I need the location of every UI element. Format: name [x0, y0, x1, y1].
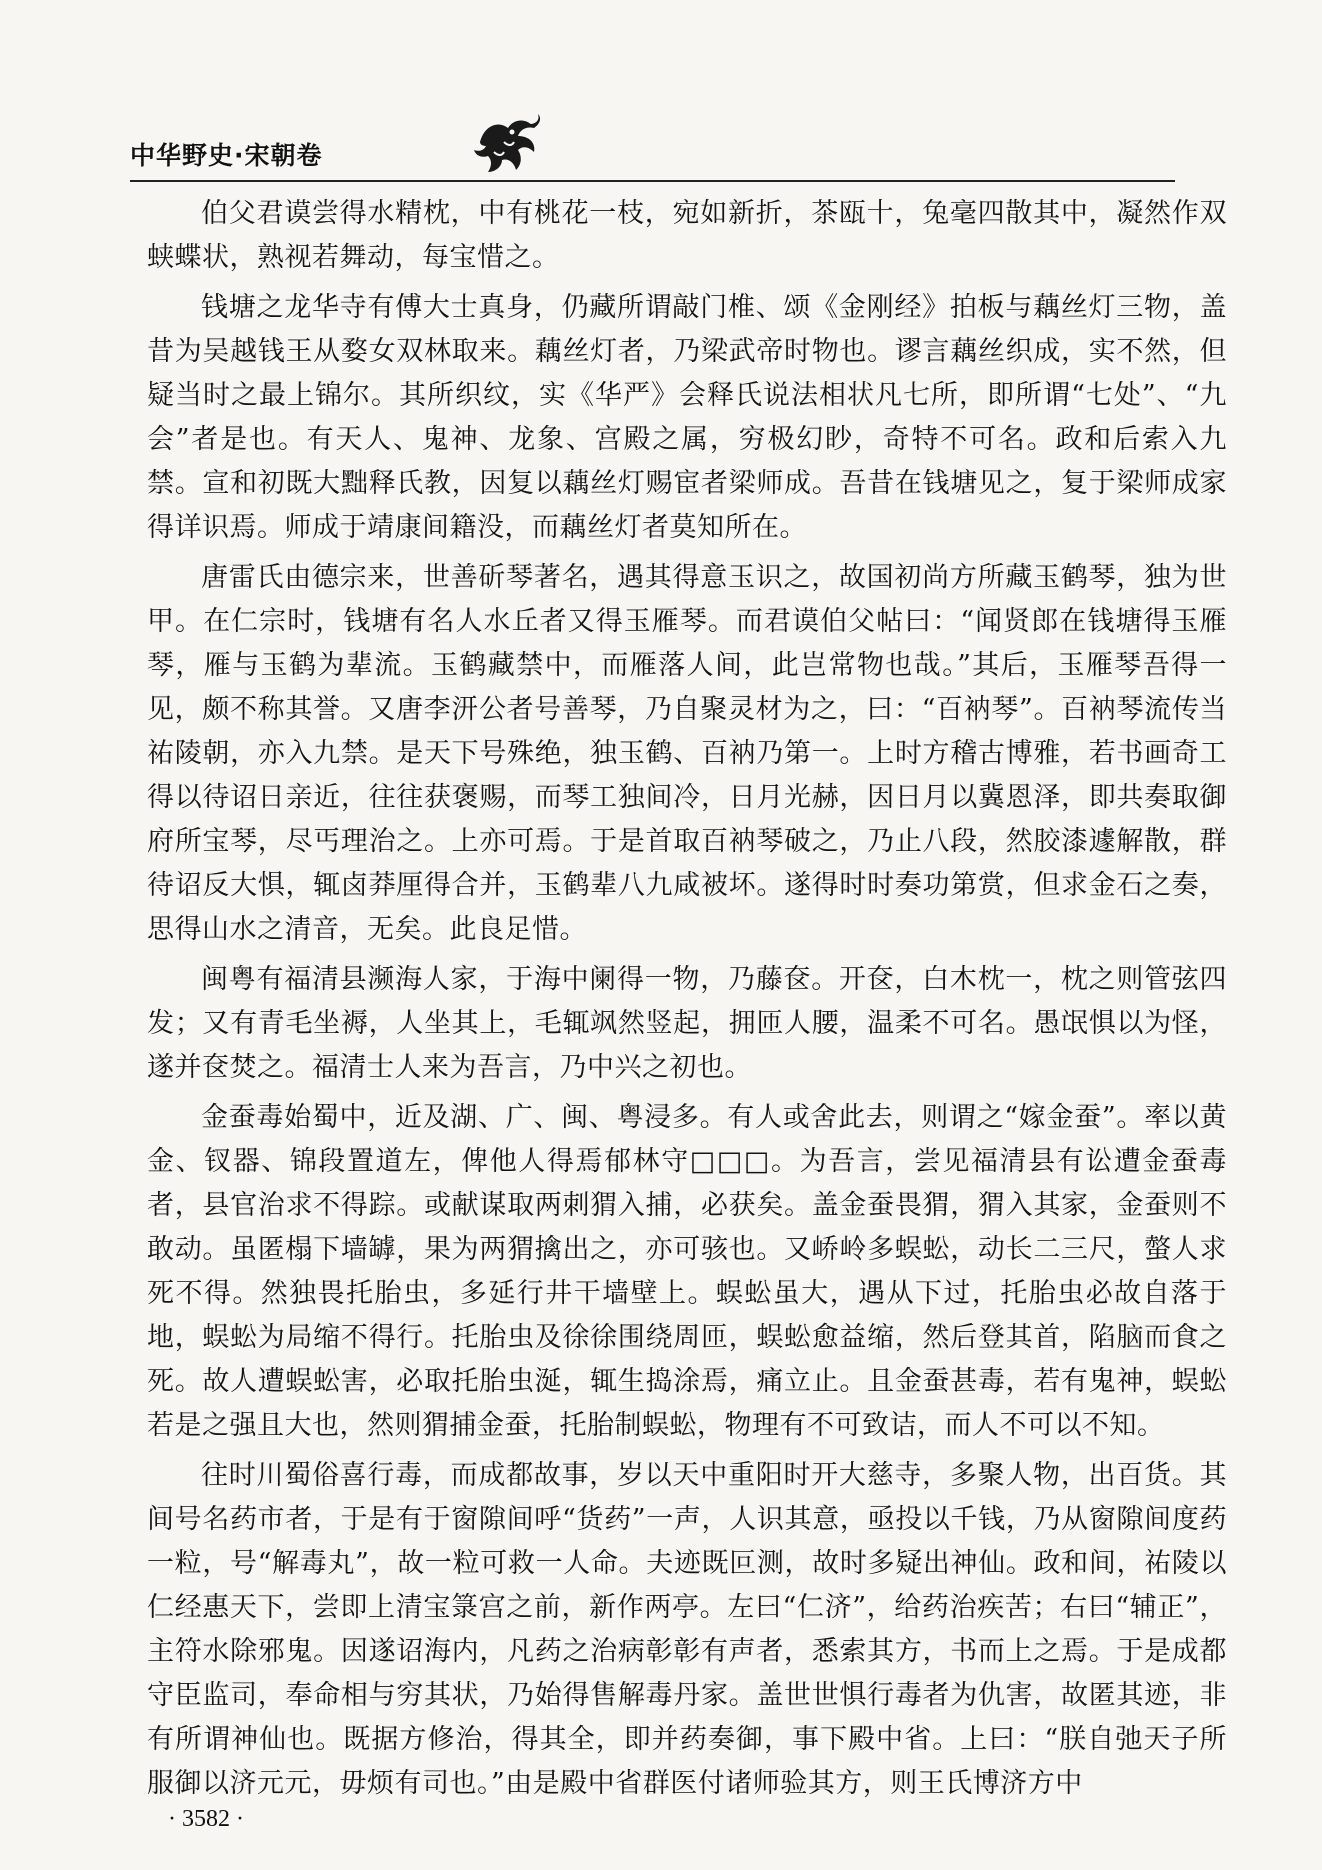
paragraph: 闽粤有福清县濒海人家，于海中阑得一物，乃藤奁。开奁，白木枕一，枕之则管弦四发；又有青毛坐褥，人坐其上，毛辄飒然竖起，拥匝人腰，温柔不可名。愚氓惧以为怪，遂并奁焚之。福清士人来为吾言，乃中兴之初也。	[147, 964, 1227, 1083]
paragraph: 唐雷氏由德宗来，世善斫琴著名，遇其得意玉识之，故国初尚方所藏玉鹤琴，独为世甲。在仁宗时，钱塘有名人水丘者又得玉雁琴。而君谟伯父帖曰：“闻贤郎在钱塘得玉雁琴，雁与玉鹤为辈流。玉鹤藏禁中，而雁落人间，此岂常物也哉。”其后，玉雁琴吾得一见，颇不称其誉。又唐李汧公者号善琴，乃自聚灵材为之，曰：“百衲琴”。百衲琴流传当祐陵朝，亦入九禁。是天下号殊绝，独玉鹤、百衲乃第一。上时方稽古博雅，若书画奇工得以待诏日亲近，往往获褒赐，而琴工独间冷，日月光赫，因日月以冀恩泽，即共奏取御府所宝琴，尽丐理治之。上亦可焉。于是首取百衲琴破之，乃止八段，然胶漆遽解散，群待诏反大惧，辄卤莽厘得合并，玉鹤辈八九咸被坏。遂得时时奏功第赏，但求金石之奏，思得山水之清音，无矣。此良足惜。	[147, 562, 1227, 945]
header-divider	[130, 180, 1175, 182]
article-body	[147, 192, 1227, 1806]
paragraph: 钱塘之龙华寺有傅大士真身，仍藏所谓敲门椎、颂《金刚经》拍板与藕丝灯三物，盖昔为吴越钱王从婺女双林取来。藕丝灯者，乃梁武帝时物也。谬言藕丝织成，实不然，但疑当时之最上锦尔。其所织纹，实《华严》会释氏说法相状凡七所，即所谓“七处”、“九会”者是也。有天人、鬼神、龙象、宫殿之属，穷极幻眇，奇特不可名。政和后索入九禁。宣和初既大黜释氏教，因复以藕丝灯赐宦者梁师成。吾昔在钱塘见之，复于梁师成家得详识焉。师成于靖康间籍没，而藕丝灯者莫知所在。	[147, 292, 1227, 543]
dragon-emblem-icon	[468, 112, 546, 178]
page-header	[130, 128, 1230, 178]
paragraph: 往时川蜀俗喜行毒，而成都故事，岁以天中重阳时开大慈寺，多聚人物，出百货。其间号名药市者，于是有于窗隙间呼“货药”一声，人识其意，亟投以千钱，乃从窗隙间度药一粒，号“解毒丸”，故一粒可救一人命。夫迹既叵测，故时多疑出神仙。政和间，祐陵以仁经惠天下，尝即上清宝箓宫之前，新作两亭。左曰“仁济”，给药治疾苦；右曰“辅正”，主符水除邪鬼。因遂诏海内，凡药之治病彰彰有声者，悉索其方，书而上之焉。于是成都守臣监司，奉命相与穷其状，乃始得售解毒丹家。盖世世惧行毒者为仇害，故匿其迹，非有所谓神仙也。既据方修治，得其全，即并药奏御，事下殿中省。上曰：“朕自弛天子所服御以济元元，毋烦有司也。”由是殿中省群医付诸师验其方，则王氏博济方中	[147, 1460, 1227, 1799]
page-number: · 3582 ·	[168, 1806, 244, 1832]
paragraph: 伯父君谟尝得水精枕，中有桃花一枝，宛如新折，茶瓯十，兔毫四散其中，凝然作双蛱蝶状，熟视若舞动，每宝惜之。	[147, 198, 1227, 273]
running-title: 中华野史·宋朝卷	[130, 141, 323, 170]
paragraph: 金蚕毒始蜀中，近及湖、广、闽、粤浸多。有人或舍此去，则谓之“嫁金蚕”。率以黄金、钗器、锦段置道左，俾他人得焉郁林守□□□。为吾言，尝见福清县有讼遭金蚕毒者，县官治求不得踪。或献谋取两刺猬入捕，必获矣。盖金蚕畏猬，猬入其家，金蚕则不敢动。虽匿榻下墙罅，果为两猬擒出之，亦可骇也。又峤岭多蜈蚣，动长二三尺，螫人求死不得。然独畏托胎虫，多延行井干墙壁上。蜈蚣虽大，遇从下过，托胎虫必故自落于地，蜈蚣为局缩不得行。托胎虫及徐徐围绕周匝，蜈蚣愈益缩，然后登其首，陷脑而食之死。故人遭蜈蚣害，必取托胎虫涎，辄生捣涂焉，痛立止。且金蚕甚毒，若有鬼神，蜈蚣若是之强且大也，然则猬捕金蚕，托胎制蜈蚣，物理有不可致诘，而人不可以不知。	[147, 1102, 1227, 1441]
